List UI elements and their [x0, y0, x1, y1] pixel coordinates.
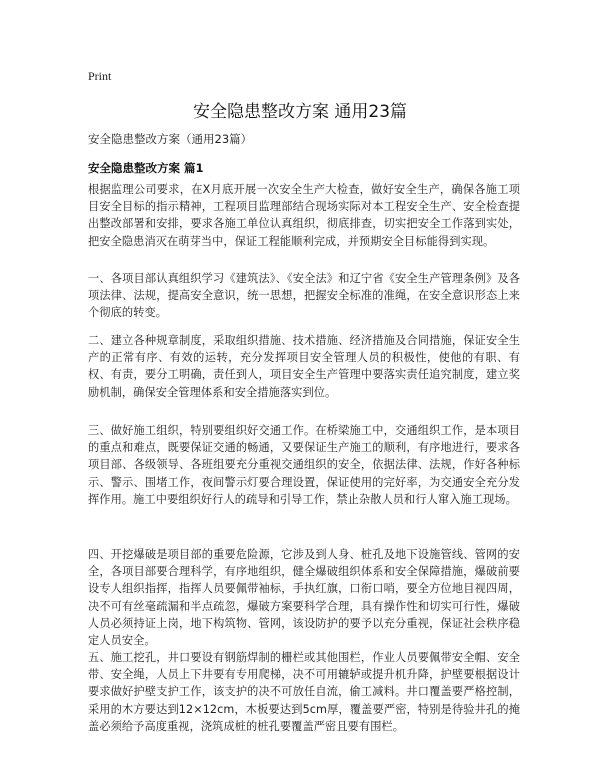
- paragraph-item-5: 五、施工挖孔，井口要设有钢筋焊制的栅栏或其他围栏，作业人员要佩带安全帽、安全带、安全绳，人员上下井要有专用爬梯，决不可用辘轳或提升机升降，护壁要根据设计要求做好护壁支护工作，该支护的决不可放任自流，偷工减料。井口覆盖要严格控制，采用的木方要达到12×12cm，木板要达到5cm厚，覆盖要严密，特别是待验井孔的掩盖必须给予高度重视，浇筑成桩的桩孔要覆盖严密且要有围栏。: [88, 651, 520, 733]
- paragraph-item-1: 一、各项目部认真组织学习《建筑法》、《安全法》和辽宁省《安全生产管理条例》及各项法律、法规，提高安全意识，统一思想，把握安全标准的准绳，在安全意识形态上来个彻底的转变。: [88, 272, 520, 320]
- paragraph-item-3: 三、做好施工组织，特别要组织好交通工作。在桥梁施工中，交通组织工作，是本项目的重点和难点，既要保证交通的畅通，又要保证生产施工的顺利，有序地进行，要求各项目部、各级领导、各班组要充分重视交通组织的安全，依据法律、法规，作好各种标示、警示、围堵工作，夜间警示灯要合理设置，保证使用的完好率，为交通安全充分发挥作用。施工中要组织好行人的疏导和引导工作，禁止杂散人员和行人窜入施工现场。: [88, 424, 520, 506]
- paragraph-item-2: 二、建立各种规章制度，采取组织措施、技术措施、经济措施及合同措施，保证安全生产的正常有序、有效的运转，充分发挥项目安全管理人员的积极性，使他的有职、有权、有责，要分工明确，责任到人，项目安全生产管理中要落实责任追究制度，建立奖励机制，确保安全管理体系和安全措施落实到位。: [88, 334, 520, 399]
- paragraph-intro: 根据监理公司要求，在X月底开展一次安全生产大检查，做好安全生产，确保各施工项目安全目标的指示精神，工程项目监理部结合现场实际对本工程安全生产、安全检查提出整改部署和安排，要求各施工单位认真组织，彻底排查，切实把安全工作落到实处，把安全隐患消灭在萌芽当中，保证工程能顺利完成，并预期安全目标能得到实现。: [88, 183, 520, 248]
- document-subtitle: 安全隐患整改方案（通用23篇）: [88, 132, 253, 146]
- section-heading: 安全隐患整改方案 篇1: [88, 161, 204, 175]
- print-link[interactable]: Print: [88, 69, 112, 83]
- paragraph-item-4: 四、开挖爆破是项目部的重要危险源，它涉及到人身、桩孔及地下设施管线、管网的安全，各项目部要合理科学，有序地组织，健全爆破组织体系和安全保障措施，爆破前要设专人组织指挥，指挥人员要佩带袖标，手执红旗，口衔口哨，要全方位地目视四周，决不可有丝毫疏漏和半点疏忽，爆破方案要科学合理，具有操作性和切实可行性，爆破人员必须持证上岗，地下构筑物、管网，该设防护的要予以充分重视，保证社会秩序稳定人员安全。: [88, 548, 520, 648]
- page-title: 安全隐患整改方案 通用23篇: [192, 102, 408, 122]
